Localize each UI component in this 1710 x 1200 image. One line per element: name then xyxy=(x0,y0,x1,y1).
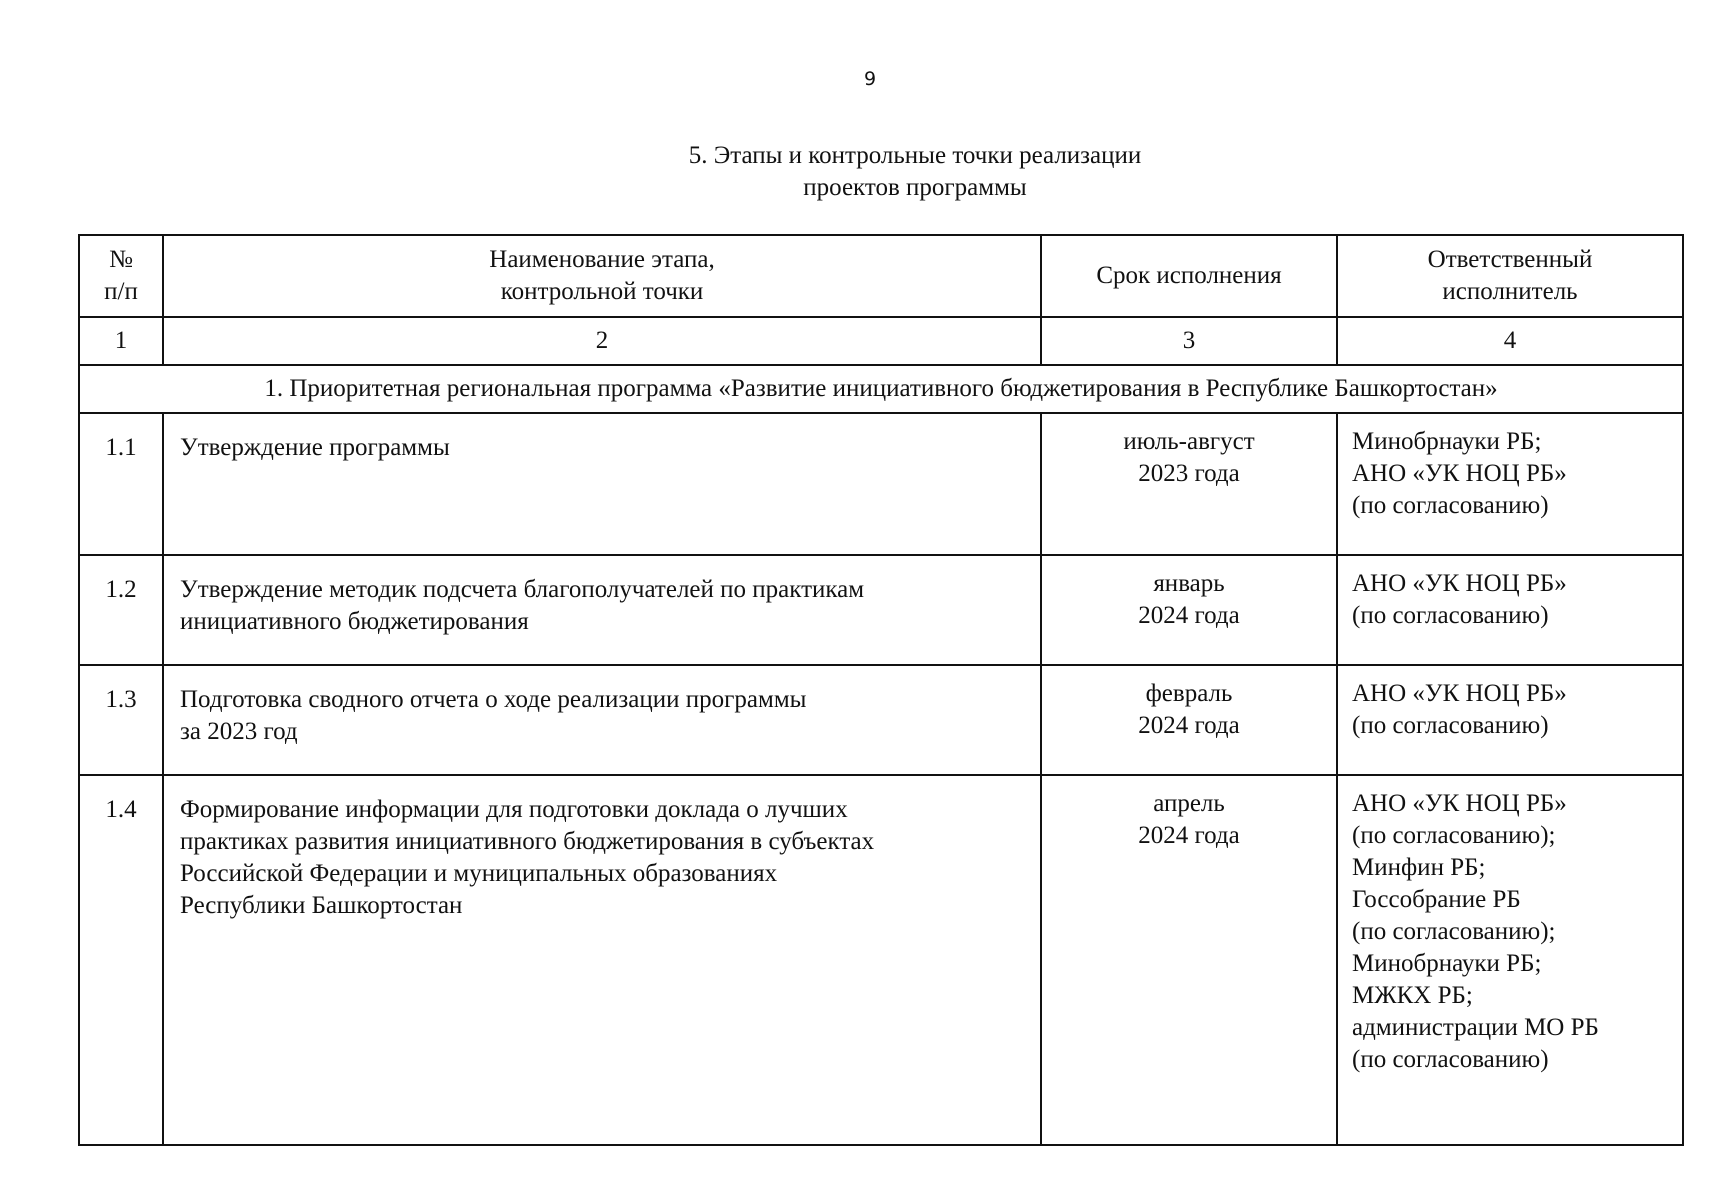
section-title: 1. Приоритетная региональная программа «Развитие инициативного бюджетирования в Республике Башкортостан» xyxy=(79,365,1683,413)
table-row xyxy=(79,665,1683,775)
heading-line-1: 5. Этапы и контрольные точки реализации xyxy=(688,142,1142,169)
row-number: 1.1 xyxy=(79,413,163,555)
table-row xyxy=(79,413,1683,555)
stage-term: февраль 2024 года xyxy=(1041,665,1337,775)
stage-responsible: АНО «УК НОЦ РБ» (по согласованию) xyxy=(1337,555,1683,665)
column-number: 2 xyxy=(163,317,1041,365)
heading-line-2: проектов программы xyxy=(803,174,1027,201)
header-num: № п/п xyxy=(79,235,163,317)
column-number: 3 xyxy=(1041,317,1337,365)
stage-name: Формирование информации для подготовки доклада о лучших практиках развития инициативного бюджетирования в субъектах Российской Федерации и муниципальных образованиях Республики Башкортостан xyxy=(163,775,1041,1145)
row-number: 1.3 xyxy=(79,665,163,775)
stage-term: январь 2024 года xyxy=(1041,555,1337,665)
stage-name: Утверждение программы xyxy=(163,413,1041,555)
row-number: 1.2 xyxy=(79,555,163,665)
section-heading xyxy=(0,140,1710,204)
stage-responsible: Минобрнауки РБ; АНО «УК НОЦ РБ» (по согласованию) xyxy=(1337,413,1683,555)
stage-term: апрель 2024 года xyxy=(1041,775,1337,1145)
table-header-row xyxy=(79,235,1683,317)
page-number: 9 xyxy=(863,68,877,90)
stage-term: июль-август 2023 года xyxy=(1041,413,1337,555)
column-number: 4 xyxy=(1337,317,1683,365)
column-numbers-row xyxy=(79,317,1683,365)
stage-name: Утверждение методик подсчета благополучателей по практикам инициативного бюджетирования xyxy=(163,555,1041,665)
stage-responsible: АНО «УК НОЦ РБ» (по согласованию) xyxy=(1337,665,1683,775)
section-title-row xyxy=(79,365,1683,413)
header-name: Наименование этапа, контрольной точки xyxy=(163,235,1041,317)
table-row xyxy=(79,775,1683,1145)
row-number: 1.4 xyxy=(79,775,163,1145)
stage-responsible: АНО «УК НОЦ РБ» (по согласованию); Минфин РБ; Госсобрание РБ (по согласованию); Минобрнауки РБ; МЖКХ РБ; администрации МО РБ (по согласованию) xyxy=(1337,775,1683,1145)
header-responsible: Ответственный исполнитель xyxy=(1337,235,1683,317)
table-row xyxy=(79,555,1683,665)
header-term: Срок исполнения xyxy=(1041,235,1337,317)
milestones-table xyxy=(78,234,1684,1146)
stage-name: Подготовка сводного отчета о ходе реализации программы за 2023 год xyxy=(163,665,1041,775)
column-number: 1 xyxy=(79,317,163,365)
